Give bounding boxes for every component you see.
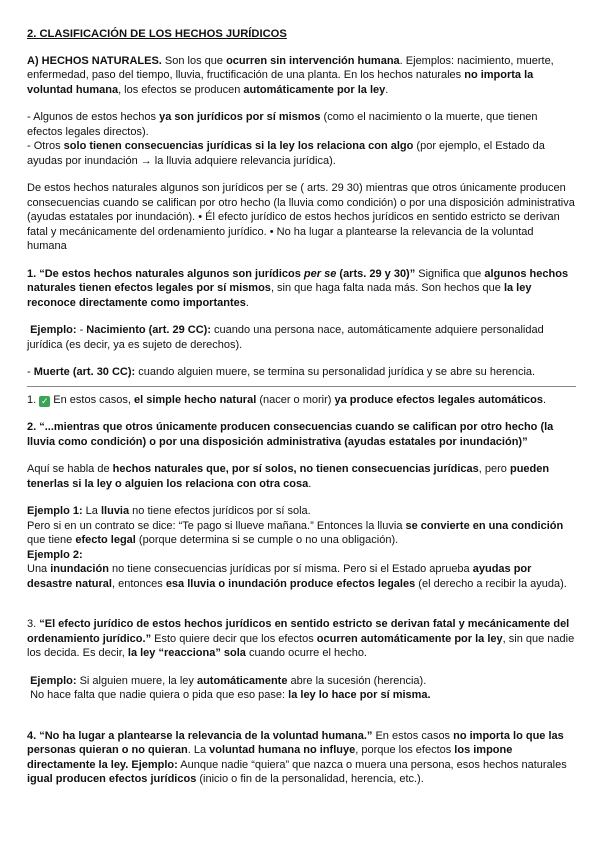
text: (porque determina si se cumple o no una obligación). <box>135 534 399 546</box>
text: - <box>27 366 34 378</box>
text: no tiene efectos jurídicos por sí sola. <box>129 505 311 517</box>
paragraph-other-facts <box>27 139 576 168</box>
example-birth <box>27 323 576 352</box>
text: Aquí se habla de <box>27 463 113 475</box>
divider <box>27 386 576 387</box>
point-3 <box>27 617 576 661</box>
text: 1. <box>27 393 40 406</box>
text: cuando ocurre el hecho. <box>245 647 367 659</box>
bold-text: pueden tenerlas si la ley o alguien los relaciona con otra cosa <box>27 463 550 490</box>
bold-text: automáticamente <box>196 674 288 687</box>
bold-text: (arts. 29 y 30)” <box>336 267 416 280</box>
bold-text: ya produce efectos legales automáticos <box>334 393 543 406</box>
text: . <box>308 477 312 490</box>
text: no tiene consecuencias jurídicas por sí misma. Pero si el Estado aprueba <box>108 563 473 575</box>
text: , pero <box>478 463 510 475</box>
example-rain-contract <box>27 519 576 548</box>
bold-text: 4. “No ha lugar a plantearse la relevancia de la voluntad humana.” <box>27 729 373 742</box>
text: . La <box>187 744 210 756</box>
bold-text: efecto legal <box>75 534 136 546</box>
text: (el derecho a recibir la ayuda). <box>415 577 567 590</box>
text: Esto quiere decir que los efectos <box>151 632 317 645</box>
bold-text: el simple hecho natural <box>134 393 257 406</box>
text: cuando alguien muere, se termina su personalidad jurídica y se abre su herencia. <box>135 366 536 378</box>
bold-text: voluntad humana no influye <box>209 744 356 756</box>
bold-text: hechos naturales que, por sí solos, no tienen consecuencias jurídicas <box>112 463 479 475</box>
text: Significa que <box>415 267 485 280</box>
text: En estos casos <box>372 729 454 742</box>
bold-text: Ejemplo 1: <box>27 505 83 517</box>
text: . <box>245 296 249 309</box>
example-succession-note <box>27 688 576 703</box>
text: , sin que haga falta nada más. Son hechos que <box>270 282 504 294</box>
text: Una <box>27 563 51 575</box>
bold-text: igual producen efectos jurídicos <box>27 773 197 785</box>
bold-text: Ejemplo 2: <box>27 548 83 561</box>
bold-text: 1. “De estos hechos naturales algunos son jurídicos <box>27 267 304 280</box>
section-title: 2. CLASIFICACIÓN DE LOS HECHOS JURÍDICOS <box>27 28 287 40</box>
point-1 <box>27 267 576 311</box>
bold-text: ocurren automáticamente por la ley <box>316 632 503 645</box>
point-4 <box>27 729 576 787</box>
bold-text: los impone directamente la ley. <box>27 744 513 771</box>
paragraph-some-facts <box>27 110 576 139</box>
text: , los efectos se producen <box>118 83 244 96</box>
text: cuando una persona nace, automáticamente adquiere personalidad jurídica (es decir, ya es sujeto de derechos). <box>27 324 544 351</box>
text: No hace falta que nadie quiera o pida que eso pase: <box>30 689 289 701</box>
example-rain <box>27 504 576 519</box>
paragraph-natural-facts <box>27 54 576 98</box>
example-succession <box>27 674 576 689</box>
paragraph-summary: De estos hechos naturales algunos son jurídicos per se ( arts. 29 30) mientras que otros únicamente producen consecuencias cuando se califican por otro hecho (la lluvia como condición) o por una disposición administrativa (ayudas estatales por inundación). • Él efecto jurídico de estos hechos jurídicos en sentido estricto se derivan fatal y mecánicamente del ordenamiento jurídico. • No ha lugar a plantearse la relevancia de la voluntad humana <box>27 182 575 252</box>
example-death <box>27 365 576 380</box>
text: Son los que <box>161 54 227 67</box>
text: Si alguien muere, la ley <box>76 674 197 687</box>
bold-text: algunos hechos naturales tienen efectos legales por sí mismos <box>27 267 569 294</box>
text: (por ejemplo, el Estado da ayudas por inundación → la lluvia adquiere relevancia jurídica). <box>27 140 545 167</box>
bold-text: Ejemplo: <box>131 758 178 771</box>
bold-text: se convierte en una condición <box>405 519 564 532</box>
bold-text: no importa lo que las personas quieran o no quieran <box>27 729 564 756</box>
text: Pero si en un contrato se dice: “Te pago si llueve mañana.” Entonces la lluvia <box>27 519 406 532</box>
bold-text: 2. “...mientras que otros únicamente producen consecuencias cuando se califican por otro hecho (la lluvia como condición) o por una disposición administrativa (ayudas estatales por inundación)” <box>27 421 554 448</box>
text: 3. <box>27 618 40 630</box>
bold-text: ya son jurídicos por sí mismos <box>159 111 321 123</box>
text: - Algunos de estos hechos <box>27 111 160 123</box>
bold-text: Ejemplo: <box>30 324 77 336</box>
text: que tiene <box>27 534 76 546</box>
italic-text: per se <box>303 267 337 280</box>
bold-text: Nacimiento (art. 29 CC): <box>86 324 211 336</box>
bold-text: la ley lo hace por sí misma. <box>288 689 431 701</box>
text: , sin que nadie los decida. Es decir, <box>27 632 575 659</box>
example-2-label <box>27 548 576 563</box>
bold-text: no importa la voluntad humana <box>27 69 534 96</box>
check-icon: ✓ <box>40 395 49 406</box>
bold-text: ocurren sin intervención humana <box>226 54 400 67</box>
text: , entonces <box>111 577 166 590</box>
bold-text: solo tienen consecuencias jurídicas si la ley los relaciona con algo <box>63 140 414 152</box>
bold-text: ayudas por desastre natural <box>27 563 532 590</box>
bold-text: Muerte (art. 30 CC): <box>33 366 136 378</box>
text: La <box>82 505 101 517</box>
text: - <box>76 324 87 336</box>
bold-text: automáticamente por la ley <box>243 83 386 96</box>
text: . <box>542 393 547 406</box>
bold-text: inundación <box>50 563 109 575</box>
bold-text: la ley “reacciona” sola <box>127 647 246 659</box>
bold-text: lluvia <box>100 505 130 517</box>
text: (como el nacimiento o la muerte, que tienen efectos legales directos). <box>27 111 538 138</box>
paragraph-explanation-2 <box>27 462 576 491</box>
text: abre la sucesión (herencia). <box>287 674 427 687</box>
text: . Ejemplos: nacimiento, muerte, enfermedad, paso del tiempo, lluvia, fructificación de una planta. En los hechos naturales <box>27 54 554 81</box>
heading-natural-facts: A) HECHOS NATURALES. <box>27 54 162 67</box>
bold-text: “El efecto jurídico de estos hechos jurídicos en sentido estricto se derivan fatal y mecánicamente del ordenamiento jurídico.” <box>27 618 570 645</box>
text: Aunque nadie “quiera” que nazca o muera una persona, esos hechos naturales <box>177 758 567 771</box>
conclusion-1 <box>27 393 576 408</box>
text: - Otros <box>27 140 64 152</box>
point-2 <box>27 420 576 449</box>
text: (nacer o morir) <box>256 393 335 406</box>
text: En estos casos, <box>50 393 134 406</box>
bold-text: Ejemplo: <box>30 674 77 687</box>
text: , porque los efectos <box>355 744 455 756</box>
text: . <box>385 83 389 96</box>
example-flood <box>27 562 576 591</box>
text: (inicio o fin de la personalidad, herencia, etc.). <box>196 773 424 785</box>
bold-text: la ley reconoce directamente como importantes <box>27 282 532 309</box>
bold-text: esa lluvia o inundación produce efectos legales <box>165 577 416 590</box>
